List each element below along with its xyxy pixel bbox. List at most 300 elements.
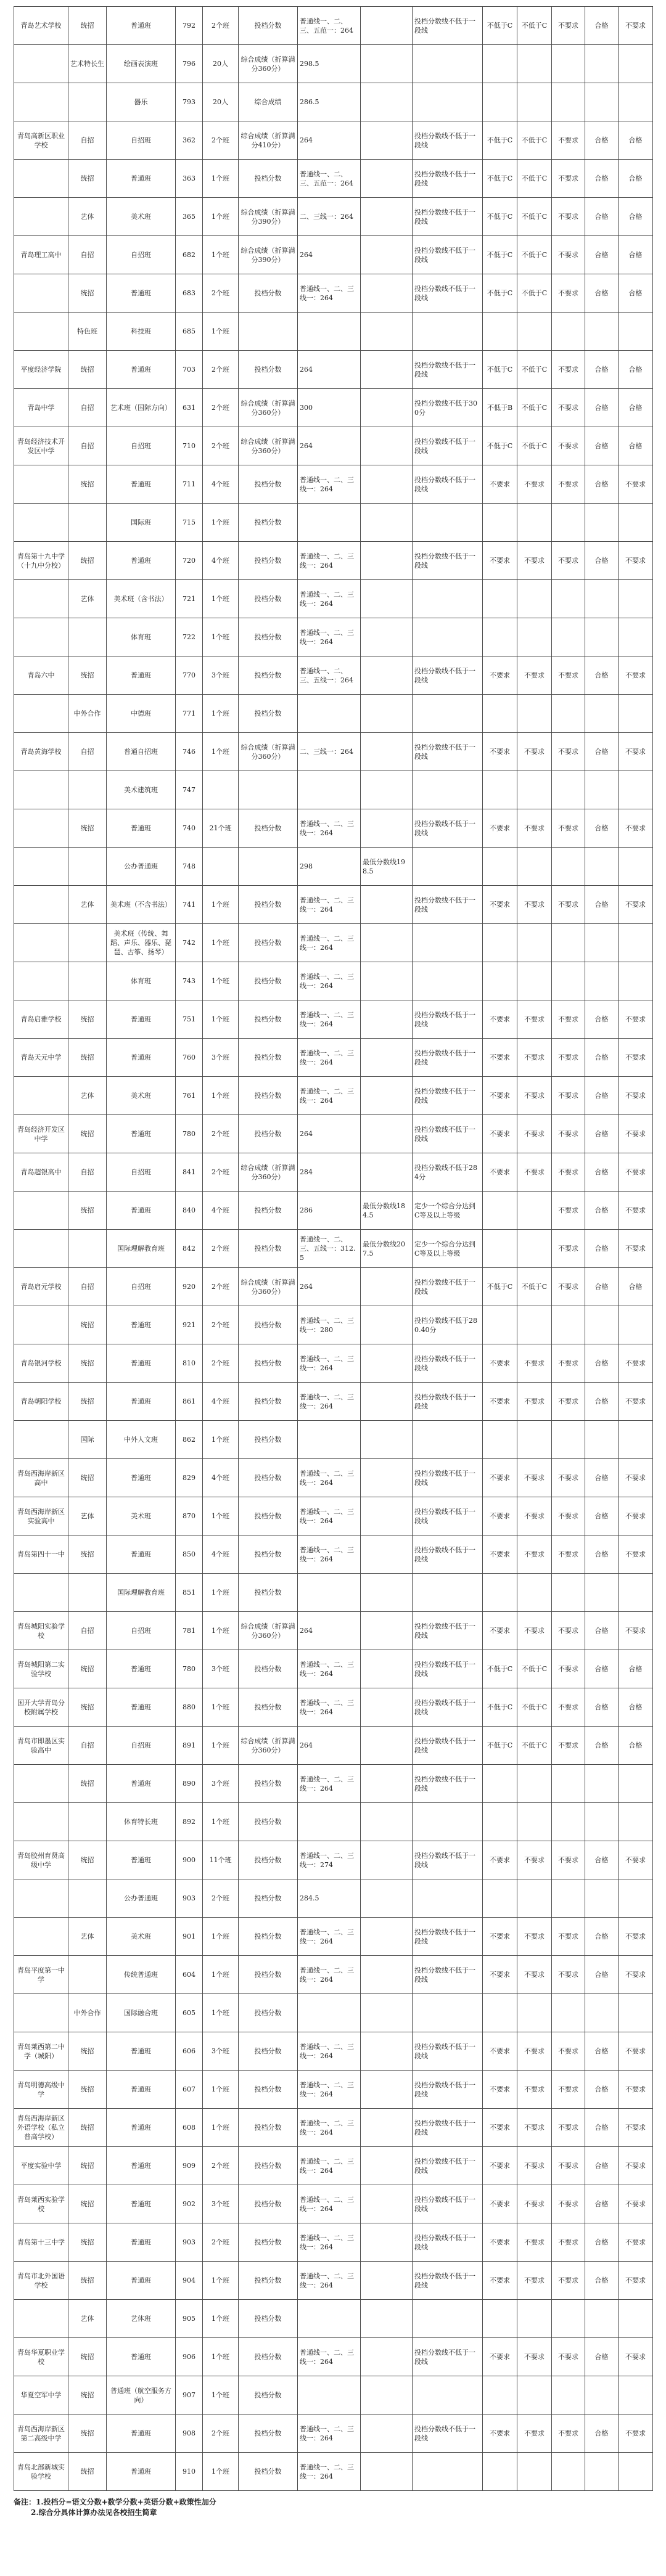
cell-art: 不要求 xyxy=(483,2147,517,2185)
cell-category: 自招 xyxy=(68,733,107,771)
cell-plan: 2个班 xyxy=(203,121,239,160)
cell-art xyxy=(483,580,517,618)
cell-program: 美术班 xyxy=(107,198,176,236)
cell-extra xyxy=(361,924,413,962)
cell-category xyxy=(68,1803,107,1841)
cell-req2: 合格 xyxy=(585,1727,619,1765)
table-row xyxy=(14,1918,653,1956)
cell-code: 890 xyxy=(176,1765,203,1803)
table-row xyxy=(14,1688,653,1727)
cell-school: 青岛华夏职业学校 xyxy=(14,2338,68,2376)
cell-mode: 投档分数 xyxy=(239,160,298,198)
cell-art: 不低于C xyxy=(483,1688,517,1727)
cell-plan: 1个班 xyxy=(203,1956,239,1994)
cell-mode: 投档分数 xyxy=(239,2223,298,2262)
cell-school xyxy=(14,504,68,542)
cell-art xyxy=(483,1879,517,1918)
cell-req2: 合格 xyxy=(585,1535,619,1574)
cell-req3: 合格 xyxy=(619,1688,653,1727)
table-row xyxy=(14,1803,653,1841)
cell-code: 606 xyxy=(176,2032,203,2071)
cell-pass xyxy=(413,695,483,733)
cell-art: 不低于C xyxy=(483,1268,517,1306)
cell-req1: 不要求 xyxy=(552,1535,585,1574)
cell-school: 青岛胶州育贤高级中学 xyxy=(14,1841,68,1879)
cell-category: 统招 xyxy=(68,1841,107,1879)
table-row xyxy=(14,962,653,1000)
cell-art xyxy=(483,1192,517,1230)
cell-mode: 投档分数 xyxy=(239,2453,298,2491)
cell-category: 艺体 xyxy=(68,580,107,618)
cell-req1: 不要求 xyxy=(552,1956,585,1994)
cell-art: 不要求 xyxy=(483,1000,517,1039)
cell-plan: 4个班 xyxy=(203,465,239,504)
cell-line: 264 xyxy=(298,1268,361,1306)
cell-req2: 合格 xyxy=(585,121,619,160)
cell-program: 美术班（不含书法） xyxy=(107,886,176,924)
table-row xyxy=(14,83,653,121)
cell-extra xyxy=(361,1497,413,1535)
cell-mode: 投档分数 xyxy=(239,1039,298,1077)
cell-pass: 投档分数线不低于一段线 xyxy=(413,1115,483,1153)
cell-line: 普通线一、二、三线一：264 xyxy=(298,2453,361,2491)
cell-line: 普通线一、二、三线一：264 xyxy=(298,1956,361,1994)
cell-program: 普通班 xyxy=(107,7,176,45)
table-row xyxy=(14,427,653,465)
cell-program: 自招班 xyxy=(107,1612,176,1650)
cell-pass xyxy=(413,962,483,1000)
cell-extra xyxy=(361,1765,413,1803)
cell-school xyxy=(14,1306,68,1344)
cell-program: 普通班 xyxy=(107,1115,176,1153)
cell-pe: 不要求 xyxy=(517,2032,552,2071)
cell-req1 xyxy=(552,1765,585,1803)
cell-program: 普通班 xyxy=(107,351,176,389)
cell-extra xyxy=(361,427,413,465)
cell-school: 青岛启雅学校 xyxy=(14,1000,68,1039)
cell-school: 青岛城阳实验学校 xyxy=(14,1612,68,1650)
cell-category: 统招 xyxy=(68,2262,107,2300)
cell-plan: 1个班 xyxy=(203,2376,239,2414)
cell-program: 普通班 xyxy=(107,1765,176,1803)
cell-req3: 不要求 xyxy=(619,1383,653,1421)
cell-code: 810 xyxy=(176,1344,203,1383)
cell-art xyxy=(483,504,517,542)
cell-extra xyxy=(361,1421,413,1459)
cell-req2 xyxy=(585,2453,619,2491)
cell-category: 统招 xyxy=(68,1650,107,1688)
cell-pass: 投档分数线不低于一段线 xyxy=(413,1688,483,1727)
cell-pass: 投档分数线不低于一段线 xyxy=(413,160,483,198)
cell-program: 公办普通班 xyxy=(107,848,176,886)
cell-pass: 投档分数线不低于一段线 xyxy=(413,1918,483,1956)
cell-extra xyxy=(361,1459,413,1497)
cell-line xyxy=(298,2300,361,2338)
cell-code: 861 xyxy=(176,1383,203,1421)
cell-pe: 不要求 xyxy=(517,1153,552,1192)
cell-line xyxy=(298,2376,361,2414)
cell-req1: 不要求 xyxy=(552,389,585,427)
cell-extra xyxy=(361,2300,413,2338)
cell-pe: 不低于C xyxy=(517,1650,552,1688)
table-row xyxy=(14,2147,653,2185)
cell-req3: 不要求 xyxy=(619,733,653,771)
cell-req1: 不要求 xyxy=(552,1841,585,1879)
cell-req1 xyxy=(552,695,585,733)
cell-extra xyxy=(361,695,413,733)
cell-code: 903 xyxy=(176,1879,203,1918)
cell-school: 青岛六中 xyxy=(14,656,68,695)
cell-req3 xyxy=(619,618,653,656)
cell-pe xyxy=(517,83,552,121)
cell-line: 普通线一、二、三线一：264 xyxy=(298,1765,361,1803)
cell-extra xyxy=(361,2376,413,2414)
cell-mode: 投档分数 xyxy=(239,2147,298,2185)
table-row xyxy=(14,1994,653,2032)
cell-pass: 投档分数线不低于一段线 xyxy=(413,2414,483,2453)
cell-pe: 不要求 xyxy=(517,1077,552,1115)
cell-program: 美术班（含书法） xyxy=(107,580,176,618)
cell-line: 284.5 xyxy=(298,1879,361,1918)
cell-plan: 1个班 xyxy=(203,2109,239,2147)
cell-code: 682 xyxy=(176,236,203,274)
cell-program: 体育班 xyxy=(107,618,176,656)
cell-req1: 不要求 xyxy=(552,809,585,848)
cell-program: 国际融合班 xyxy=(107,1994,176,2032)
cell-code: 891 xyxy=(176,1727,203,1765)
cell-category: 自招 xyxy=(68,1612,107,1650)
cell-category: 统招 xyxy=(68,274,107,313)
cell-req1: 不要求 xyxy=(552,1268,585,1306)
cell-req2: 合格 xyxy=(585,2185,619,2223)
cell-code: 910 xyxy=(176,2453,203,2491)
cell-program: 普通班 xyxy=(107,465,176,504)
cell-mode: 投档分数 xyxy=(239,2262,298,2300)
cell-plan: 4个班 xyxy=(203,1192,239,1230)
cell-plan: 1个班 xyxy=(203,695,239,733)
cell-plan: 2个班 xyxy=(203,2147,239,2185)
cell-art xyxy=(483,1803,517,1841)
cell-req3 xyxy=(619,924,653,962)
table-row xyxy=(14,809,653,848)
cell-mode: 投档分数 xyxy=(239,1383,298,1421)
table-row xyxy=(14,1153,653,1192)
cell-req2: 合格 xyxy=(585,1077,619,1115)
cell-category: 统招 xyxy=(68,2109,107,2147)
cell-category xyxy=(68,1574,107,1612)
cell-pe: 不要求 xyxy=(517,542,552,580)
cell-pe: 不低于C xyxy=(517,121,552,160)
cell-mode: 综合成绩（折算满分360分） xyxy=(239,45,298,83)
cell-pass: 投档分数线不低于一段线 xyxy=(413,1344,483,1383)
cell-req3: 不要求 xyxy=(619,1535,653,1574)
cell-code: 903 xyxy=(176,2223,203,2262)
cell-line: 普通线一、二、三线一：264 xyxy=(298,542,361,580)
cell-pe: 不要求 xyxy=(517,1344,552,1383)
cell-mode: 综合成绩（折算满分390分） xyxy=(239,198,298,236)
cell-pass: 投档分数线不低于一段线 xyxy=(413,121,483,160)
cell-code: 746 xyxy=(176,733,203,771)
cell-school: 青岛莱西第二中学（城阳） xyxy=(14,2032,68,2071)
cell-mode: 投档分数 xyxy=(239,656,298,695)
cell-line: 普通线一、二、三线一：264 xyxy=(298,618,361,656)
cell-line: 普通线一、二、三线一：264 xyxy=(298,274,361,313)
cell-req3: 合格 xyxy=(619,160,653,198)
cell-pe: 不低于C xyxy=(517,274,552,313)
table-row xyxy=(14,1383,653,1421)
cell-req2 xyxy=(585,504,619,542)
cell-code: 901 xyxy=(176,1918,203,1956)
cell-req1: 不要求 xyxy=(552,2032,585,2071)
cell-extra xyxy=(361,2262,413,2300)
table-row xyxy=(14,121,653,160)
cell-category: 统招 xyxy=(68,656,107,695)
cell-pe: 不要求 xyxy=(517,1383,552,1421)
cell-pe xyxy=(517,1306,552,1344)
cell-school: 青岛西海岸新区第二高级中学 xyxy=(14,2414,68,2453)
cell-code: 710 xyxy=(176,427,203,465)
cell-art xyxy=(483,962,517,1000)
cell-code: 760 xyxy=(176,1039,203,1077)
cell-req3: 不要求 xyxy=(619,1115,653,1153)
cell-extra xyxy=(361,1574,413,1612)
cell-pass: 投档分数线不低于一段线 xyxy=(413,274,483,313)
cell-program: 普通班 xyxy=(107,2414,176,2453)
table-row xyxy=(14,465,653,504)
cell-category: 艺体 xyxy=(68,2300,107,2338)
cell-program: 普通班 xyxy=(107,542,176,580)
cell-req1: 不要求 xyxy=(552,351,585,389)
table-row xyxy=(14,504,653,542)
cell-code: 685 xyxy=(176,313,203,351)
cell-req3: 不要求 xyxy=(619,1841,653,1879)
cell-school: 青岛经济开发区中学 xyxy=(14,1115,68,1153)
cell-program: 体育特长班 xyxy=(107,1803,176,1841)
cell-school: 青岛朝阳学校 xyxy=(14,1383,68,1421)
cell-pass: 定少一个综合分达到C等及以上等级 xyxy=(413,1192,483,1230)
cell-plan: 11个班 xyxy=(203,1841,239,1879)
cell-school xyxy=(14,1918,68,1956)
cell-art xyxy=(483,848,517,886)
cell-req1: 不要求 xyxy=(552,1918,585,1956)
cell-pe xyxy=(517,45,552,83)
cell-art: 不要求 xyxy=(483,1459,517,1497)
cell-req2: 合格 xyxy=(585,1115,619,1153)
cell-pe xyxy=(517,1230,552,1268)
footnotes xyxy=(14,2497,652,2518)
cell-plan: 1个班 xyxy=(203,1918,239,1956)
cell-req3 xyxy=(619,1306,653,1344)
cell-program: 国际班 xyxy=(107,504,176,542)
cell-extra xyxy=(361,886,413,924)
cell-mode: 投档分数 xyxy=(239,504,298,542)
cell-pass: 投档分数线不低于284分 xyxy=(413,1153,483,1192)
cell-art xyxy=(483,83,517,121)
cell-mode: 投档分数 xyxy=(239,2300,298,2338)
cell-code: 722 xyxy=(176,618,203,656)
cell-school xyxy=(14,2300,68,2338)
cell-line: 264 xyxy=(298,1612,361,1650)
cell-pass: 投档分数线不低于一段线 xyxy=(413,1459,483,1497)
cell-school xyxy=(14,1803,68,1841)
cell-code: 740 xyxy=(176,809,203,848)
cell-category xyxy=(68,1230,107,1268)
cell-mode: 投档分数 xyxy=(239,1000,298,1039)
table-row xyxy=(14,848,653,886)
cell-school xyxy=(14,1994,68,2032)
cell-req1: 不要求 xyxy=(552,2338,585,2376)
table-row xyxy=(14,1459,653,1497)
cell-pe xyxy=(517,1803,552,1841)
cell-line: 普通线一、二、三线一：264 xyxy=(298,2109,361,2147)
cell-req2: 合格 xyxy=(585,1688,619,1727)
cell-code: 907 xyxy=(176,2376,203,2414)
table-row xyxy=(14,2109,653,2147)
cell-code: 905 xyxy=(176,2300,203,2338)
cell-art: 不要求 xyxy=(483,1039,517,1077)
cell-req1: 不要求 xyxy=(552,2147,585,2185)
cell-art xyxy=(483,1230,517,1268)
cell-req2 xyxy=(585,1574,619,1612)
cell-req1: 不要求 xyxy=(552,1650,585,1688)
cell-extra xyxy=(361,1688,413,1727)
cell-extra xyxy=(361,83,413,121)
cell-program: 普通班 xyxy=(107,160,176,198)
cell-art: 不要求 xyxy=(483,733,517,771)
cell-school: 青岛市即墨区实验高中 xyxy=(14,1727,68,1765)
cell-school xyxy=(14,1077,68,1115)
cell-extra xyxy=(361,1727,413,1765)
cell-req1 xyxy=(552,1994,585,2032)
cell-mode: 综合成绩（折算满分390分） xyxy=(239,236,298,274)
table-row xyxy=(14,1841,653,1879)
cell-req3: 不要求 xyxy=(619,1344,653,1383)
cell-category: 中外合作 xyxy=(68,695,107,733)
cell-pass: 投档分数线不低于一段线 xyxy=(413,1383,483,1421)
cell-req2: 合格 xyxy=(585,1192,619,1230)
cell-pass: 投档分数线不低于一段线 xyxy=(413,2262,483,2300)
cell-plan: 1个班 xyxy=(203,1994,239,2032)
cell-plan: 1个班 xyxy=(203,580,239,618)
cell-pe: 不要求 xyxy=(517,733,552,771)
cell-extra xyxy=(361,2414,413,2453)
cell-req1 xyxy=(552,962,585,1000)
cell-pe: 不要求 xyxy=(517,2109,552,2147)
cell-extra xyxy=(361,236,413,274)
cell-program: 中德班 xyxy=(107,695,176,733)
cell-pe xyxy=(517,1192,552,1230)
cell-mode: 投档分数 xyxy=(239,274,298,313)
cell-program: 科技班 xyxy=(107,313,176,351)
cell-extra xyxy=(361,962,413,1000)
cell-school: 青岛西海岸新区外语学校（私立普高学校） xyxy=(14,2109,68,2147)
table-row xyxy=(14,2338,653,2376)
cell-plan: 1个班 xyxy=(203,1803,239,1841)
cell-pe: 不要求 xyxy=(517,2071,552,2109)
cell-req3 xyxy=(619,504,653,542)
cell-req3 xyxy=(619,2376,653,2414)
cell-school xyxy=(14,45,68,83)
cell-extra xyxy=(361,1039,413,1077)
cell-pe xyxy=(517,848,552,886)
cell-school xyxy=(14,274,68,313)
cell-pe: 不要求 xyxy=(517,465,552,504)
cell-school xyxy=(14,771,68,809)
cell-mode: 投档分数 xyxy=(239,542,298,580)
cell-category: 艺体 xyxy=(68,1918,107,1956)
cell-pass: 投档分数线不低于一段线 xyxy=(413,1650,483,1688)
cell-code: 604 xyxy=(176,1956,203,1994)
cell-school: 青岛启元学校 xyxy=(14,1268,68,1306)
cell-pe: 不低于C xyxy=(517,1688,552,1727)
table-row xyxy=(14,1192,653,1230)
cell-req3 xyxy=(619,313,653,351)
cell-req2 xyxy=(585,618,619,656)
cell-art xyxy=(483,618,517,656)
cell-mode: 投档分数 xyxy=(239,1574,298,1612)
cell-pe: 不低于C xyxy=(517,160,552,198)
cell-req2 xyxy=(585,1803,619,1841)
cell-line: 普通线一、二、三线一：264 xyxy=(298,2338,361,2376)
cell-code: 363 xyxy=(176,160,203,198)
cell-school xyxy=(14,160,68,198)
cell-plan: 1个班 xyxy=(203,160,239,198)
cell-req1: 不要求 xyxy=(552,1612,585,1650)
cell-line: 普通线一、二、三线一：264 xyxy=(298,1688,361,1727)
cell-extra xyxy=(361,580,413,618)
cell-mode: 综合成绩 xyxy=(239,83,298,121)
cell-category: 统招 xyxy=(68,7,107,45)
cell-req3 xyxy=(619,1574,653,1612)
cell-art: 不低于C xyxy=(483,236,517,274)
cell-mode: 投档分数 xyxy=(239,886,298,924)
cell-req2 xyxy=(585,313,619,351)
cell-pe: 不低于C xyxy=(517,198,552,236)
cell-mode: 投档分数 xyxy=(239,1650,298,1688)
cell-mode: 投档分数 xyxy=(239,2109,298,2147)
cell-school xyxy=(14,618,68,656)
cell-pass: 定少一个综合分达到C等及以上等级 xyxy=(413,1230,483,1268)
cell-art: 不低于C xyxy=(483,7,517,45)
cell-req1: 不要求 xyxy=(552,1497,585,1535)
cell-category: 中外合作 xyxy=(68,1994,107,2032)
cell-program: 普通班 xyxy=(107,1039,176,1077)
cell-code: 841 xyxy=(176,1153,203,1192)
cell-line: 普通线一、二、三线一：264 xyxy=(298,2185,361,2223)
cell-req3: 不要求 xyxy=(619,2109,653,2147)
cell-school xyxy=(14,886,68,924)
cell-req1: 不要求 xyxy=(552,886,585,924)
cell-art xyxy=(483,2376,517,2414)
cell-program: 普通班 xyxy=(107,2071,176,2109)
cell-art xyxy=(483,1574,517,1612)
cell-category: 艺体 xyxy=(68,886,107,924)
cell-req3: 合格 xyxy=(619,1650,653,1688)
cell-pass: 投档分数线不低于一段线 xyxy=(413,1497,483,1535)
cell-program: 普通班（航空服务方向） xyxy=(107,2376,176,2414)
cell-plan: 4个班 xyxy=(203,542,239,580)
cell-pass: 投档分数线不低于一段线 xyxy=(413,1268,483,1306)
cell-extra xyxy=(361,1077,413,1115)
table-row xyxy=(14,1344,653,1383)
cell-pe xyxy=(517,962,552,1000)
cell-line: 普通线一、二、三线一：264 xyxy=(298,2147,361,2185)
cell-line: 普通线一、二、三线一：264 xyxy=(298,1497,361,1535)
cell-req2: 合格 xyxy=(585,198,619,236)
cell-art: 不要求 xyxy=(483,2338,517,2376)
cell-pass xyxy=(413,2376,483,2414)
cell-line: 普通线一、二、三线一：264 xyxy=(298,2071,361,2109)
